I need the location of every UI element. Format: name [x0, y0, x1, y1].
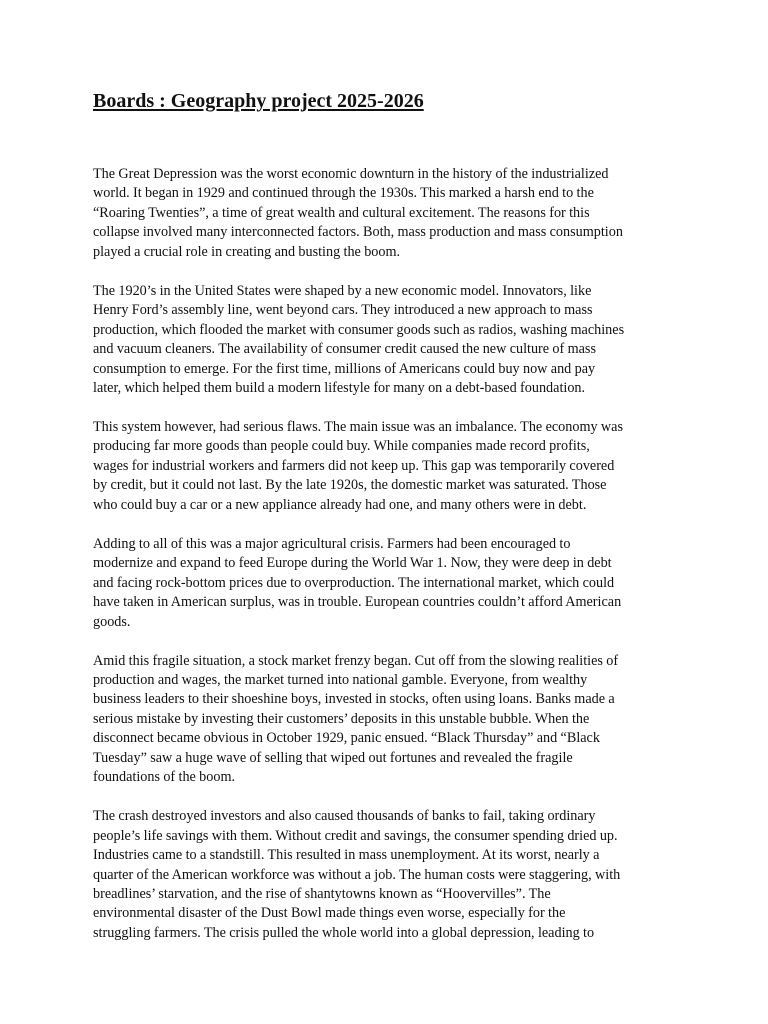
text-line: have taken in American surplus, was in trouble. European countries couldn’t afford American	[93, 594, 622, 611]
text-line: The 1920’s in the United States were shaped by a new economic model. Innovators, like	[93, 282, 592, 299]
text-line: played a crucial role in creating and busting the boom.	[93, 243, 401, 260]
document-page	[93, 88, 679, 963]
text-line: wages for industrial workers and farmers did not keep up. This gap was temporarily covered	[93, 457, 615, 474]
paragraph	[93, 418, 679, 515]
text-line: production and wages, the market turned into national gamble. Everyone, from wealthy	[93, 671, 588, 688]
text-line: serious mistake by investing their customers’ deposits in this unstable bubble. When the	[93, 710, 590, 727]
text-line: who could buy a car or a new appliance already had one, and many others were in debt.	[93, 496, 587, 513]
text-line: struggling farmers. The crisis pulled the whole world into a global depression, leading to	[93, 924, 595, 941]
text-line: environmental disaster of the Dust Bowl made things even worse, especially for the	[93, 905, 566, 922]
text-line: modernize and expand to feed Europe during the World War 1. Now, they were deep in debt	[93, 555, 612, 572]
text-line: collapse involved many interconnected factors. Both, mass production and mass consumption	[93, 224, 623, 241]
text-line: The crash destroyed investors and also caused thousands of banks to fail, taking ordinary	[93, 808, 596, 825]
text-line: business leaders to their shoeshine boys, invested in stocks, often using loans. Banks made a	[93, 691, 615, 708]
text-line: quarter of the American workforce was without a job. The human costs were staggering, with	[93, 866, 621, 883]
text-line: “Roaring Twenties”, a time of great wealth and cultural excitement. The reasons for this	[93, 204, 590, 221]
paragraph	[93, 282, 679, 399]
paragraph	[93, 652, 679, 788]
document-body	[93, 165, 679, 943]
text-line: world. It began in 1929 and continued through the 1930s. This marked a harsh end to the	[93, 185, 594, 202]
paragraph	[93, 165, 679, 262]
paragraph	[93, 535, 679, 632]
text-line: producing far more goods than people could buy. While companies made record profits,	[93, 438, 590, 455]
text-line: Henry Ford’s assembly line, went beyond cars. They introduced a new approach to mass	[93, 302, 593, 319]
text-line: consumption to emerge. For the first time, millions of Americans could buy now and pay	[93, 360, 596, 377]
text-line: Tuesday” saw a huge wave of selling that wiped out fortunes and revealed the fragile	[93, 749, 573, 766]
text-line: Industries came to a standstill. This resulted in mass unemployment. At its worst, nearly a	[93, 847, 600, 864]
paragraph	[93, 807, 679, 943]
text-line: people’s life savings with them. Without credit and savings, the consumer spending dried up.	[93, 827, 618, 844]
text-line: and vacuum cleaners. The availability of consumer credit caused the new culture of mass	[93, 341, 596, 358]
text-line: Adding to all of this was a major agricultural crisis. Farmers had been encouraged to	[93, 535, 571, 552]
text-line: disconnect became obvious in October 1929, panic ensued. “Black Thursday” and “Black	[93, 730, 600, 747]
text-line: Amid this fragile situation, a stock market frenzy began. Cut off from the slowing realities of	[93, 652, 619, 669]
text-line: by credit, but it could not last. By the late 1920s, the domestic market was saturated. Those	[93, 477, 607, 494]
text-line: production, which flooded the market with consumer goods such as radios, washing machines	[93, 321, 625, 338]
text-line: and facing rock-bottom prices due to overproduction. The international market, which could	[93, 574, 615, 591]
text-line: foundations of the boom.	[93, 769, 236, 786]
text-line: later, which helped them build a modern lifestyle for many on a debt-based foundation.	[93, 380, 586, 397]
text-line: goods.	[93, 613, 131, 630]
text-line: breadlines’ starvation, and the rise of shantytowns known as “Hoovervilles”. The	[93, 886, 551, 902]
text-line: This system however, had serious flaws. The main issue was an imbalance. The economy was	[93, 418, 623, 435]
text-line: The Great Depression was the worst economic downturn in the history of the industrialized	[93, 166, 609, 182]
document-title: Boards : Geography project 2025-2026	[93, 90, 424, 112]
